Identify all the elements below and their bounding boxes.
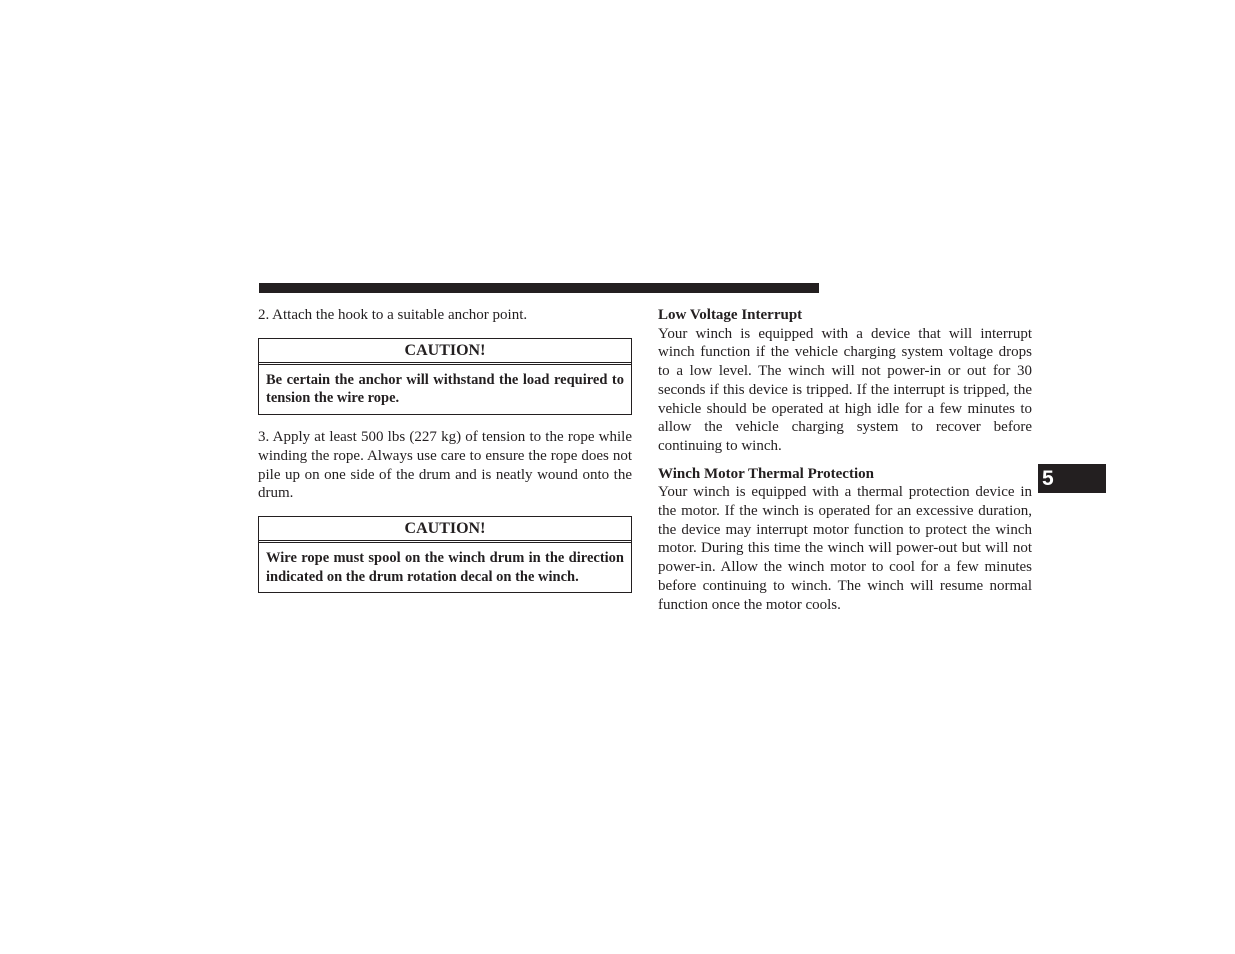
left-column [258, 306, 632, 606]
caution-title: CAUTION! [259, 339, 631, 365]
section-heading: Low Voltage Interrupt [658, 307, 803, 323]
header-rule [259, 283, 819, 293]
section-low-voltage [658, 306, 1032, 456]
section-text: Your winch is equipped with a thermal protection device in the motor. If the winch is operated for an excessive duration, the device may interrupt motor function to protect the winch motor. During this time the winch will power-out but will not power-in. Allow the winch motor to cool for a few minutes before continuing to winch. The winch will resume normal function once the motor cools. [658, 484, 1032, 613]
section-heading: Winch Motor Thermal Protection [658, 465, 874, 482]
right-column [658, 306, 1032, 623]
step-2-text: 2. Attach the hook to a suitable anchor point. [258, 307, 528, 323]
section-text: Your winch is equipped with a device that will interrupt winch function if the vehicle charging system voltage drops to a low level. The winch will not power-in or out for 30 seconds if this device is tripped. If the interrupt is tripped, the vehicle should be operated at high idle for a few minutes to allow the vehicle charging system to recover before continuing to winch. [658, 325, 1032, 454]
caution-box-anchor [258, 338, 632, 415]
caution-text: Be certain the anchor will withstand the load required to tension the wire rope. [266, 371, 624, 407]
section-thermal-protection [658, 465, 1032, 615]
caution-box-spool [258, 516, 632, 593]
step-3-text: 3. Apply at least 500 lbs (227 kg) of tension to the rope while winding the rope. Always use care to ensure the rope does not pile up on one side of the drum and is neatly wound onto the drum. [258, 429, 632, 502]
chapter-tab: 5 [1038, 464, 1106, 493]
caution-text: Wire rope must spool on the winch drum in the direction indicated on the drum rotation decal on the winch. [266, 549, 624, 585]
caution-title: CAUTION! [259, 517, 631, 543]
